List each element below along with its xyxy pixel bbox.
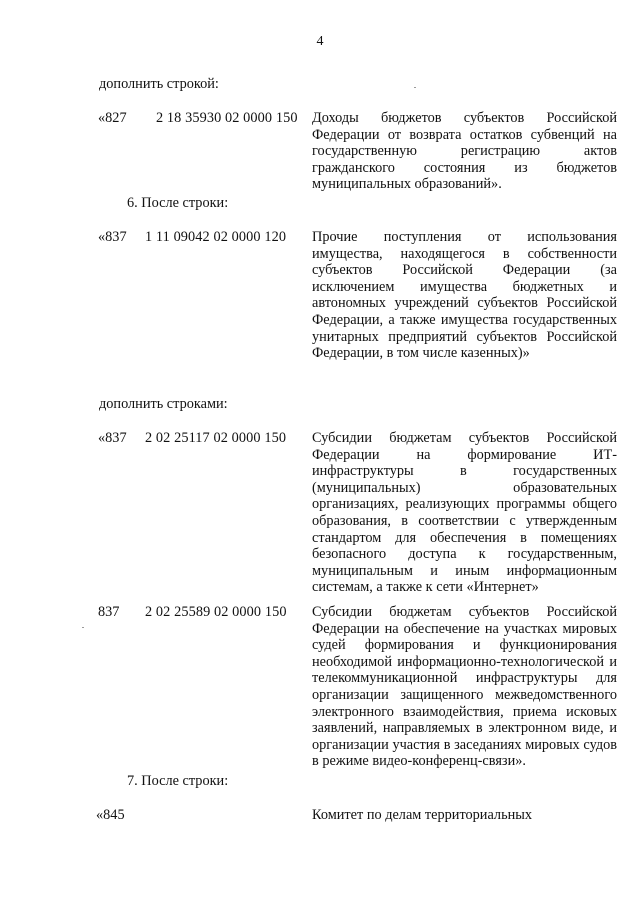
entry-description: Субсидии бюджетам субъектов Российской Федерации на обеспечение на участках мировых судей формирования и функционирования необходимой информационно-технологической и телекоммуникационной инфраструктуры для организации защищенного межведомственного электронного взаимодействия, приема исковых заявлений, направляемых в электронном виде, и организации участия в заседаниях мировых судов в режиме видео-конференц-связи».: [312, 604, 617, 770]
budget-code: 1 11 09042 02 0000 120: [145, 229, 287, 245]
entry-prefix: 837: [98, 604, 120, 620]
entry-description: Субсидии бюджетам субъектов Российской Федерации на формирование ИТ-инфраструктуры в государственных (муниципальных) образовательных организациях, реализующих программы общего образования, в соответствии с утвержденным стандартом для обеспечения в помещениях безопасного доступа к государственным, муниципальным и иным информационным системам, а также к сети «Интернет»: [312, 430, 617, 596]
entry-prefix: «827: [98, 110, 127, 126]
add-line-label: дополнить строкой:: [99, 76, 219, 92]
entry-description: Комитет по делам территориальных: [312, 807, 532, 823]
scan-speck: [82, 627, 84, 628]
scan-speck: [414, 87, 416, 88]
entry-description: Доходы бюджетов субъектов Российской Федерации от возврата остатков субвенций на государственную регистрацию актов гражданского состояния из бюджетов муниципальных образований».: [312, 110, 617, 193]
add-lines-label: дополнить строками:: [99, 396, 228, 412]
after-line-6-label: 6. После строки:: [127, 195, 229, 211]
budget-code: 2 02 25117 02 0000 150: [145, 430, 287, 446]
entry-prefix: «837: [98, 430, 127, 446]
entry-description: Прочие поступления от использования имущества, находящегося в собственности субъектов Российской Федерации (за исключением имущества бюджетных и автономных учреждений субъектов Российской Федерации, а также имущества государственных унитарных предприятий субъектов Российской Федерации, в том числе казенных)»: [312, 229, 617, 362]
entry-prefix: «845: [96, 807, 125, 823]
budget-code: 2 02 25589 02 0000 150: [145, 604, 287, 620]
entry-prefix: «837: [98, 229, 127, 245]
page-number: 4: [316, 34, 324, 49]
after-line-7-label: 7. После строки:: [127, 773, 229, 789]
budget-code: 2 18 35930 02 0000 150: [156, 110, 298, 126]
